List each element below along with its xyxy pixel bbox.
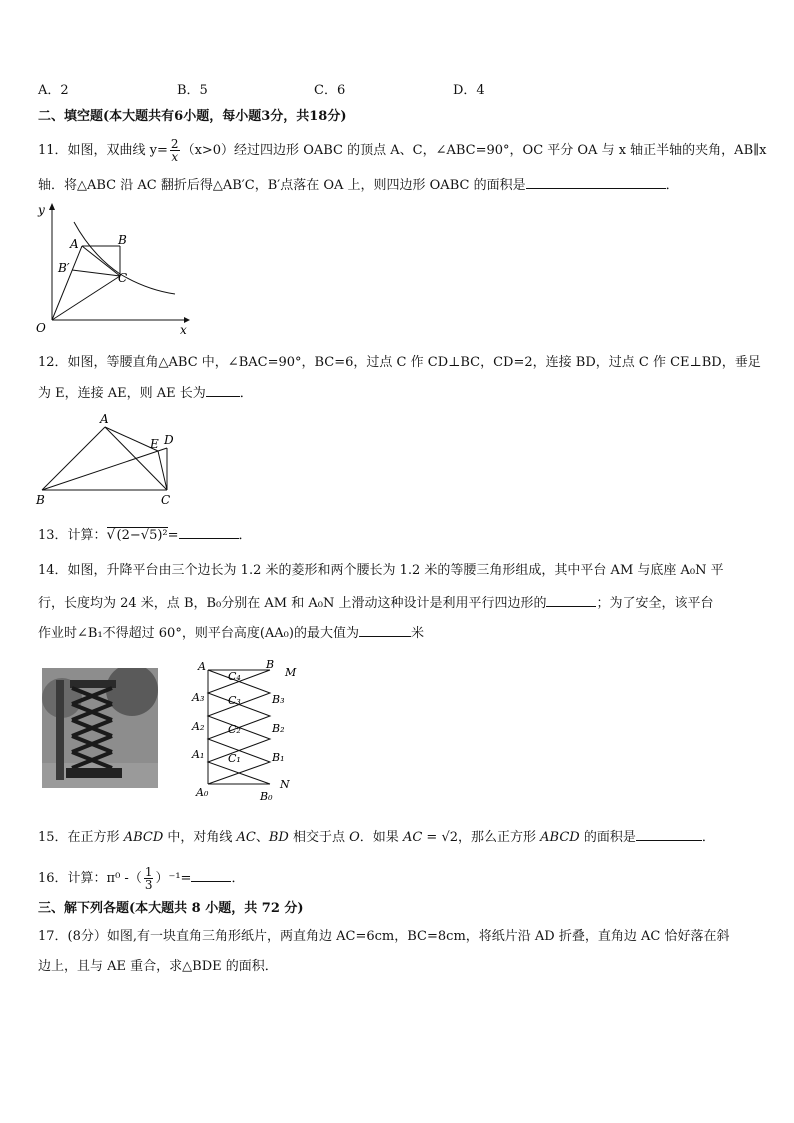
- q11-segment-oc: [52, 276, 120, 320]
- q14-label-a2: A₂: [192, 720, 205, 733]
- q17-line1: 17．(8分）如图,有一块直角三角形纸片，两直角边 AC=6cm，BC=8cm，将纸片沿 AD 折叠，直角边 AC 恰好落在斜: [38, 929, 730, 944]
- q14-label-c4: C₄: [228, 670, 241, 683]
- q14-photo-drawing: [42, 668, 158, 788]
- q14-label-m: M: [285, 666, 297, 679]
- q12-figure: [30, 410, 190, 508]
- q15-ac2: AC: [402, 830, 423, 845]
- q14-label-a3: A₃: [192, 691, 205, 704]
- q14-label-b0: B₀: [260, 790, 273, 803]
- q14-line3-a: 作业时∠B₁不得超过 60°，则平台高度(AA₀)的最大值为: [38, 626, 359, 641]
- q16-prefix: 16．计算：π⁰ -（: [38, 871, 142, 886]
- q12-label-e: E: [150, 437, 159, 451]
- q10-option-a: A．2: [38, 83, 69, 98]
- q11-label-c: C: [118, 271, 128, 285]
- section3-title: 三、解下列各题(本大题共 8 小题，共 72 分): [38, 901, 304, 916]
- q11-line1-suffix: （x>0）经过四边形 OABC 的顶点 A、C，∠ABC=90°，OC 平分 OA 与 x 轴正半轴的夹角，AB∥x: [181, 143, 767, 158]
- q13-sqrt-sign: √: [106, 527, 116, 543]
- q12-line2: [38, 384, 253, 403]
- q13-radicand: (2−√5)²: [116, 528, 168, 543]
- q14-answer-blank-2[interactable]: [359, 624, 411, 637]
- q16-suffix: ）⁻¹=: [155, 871, 192, 886]
- q10-option-c: C．6: [314, 83, 346, 98]
- q11-frac-den: x: [171, 150, 179, 164]
- q12-answer-blank[interactable]: [206, 384, 240, 397]
- q11-answer-blank[interactable]: [526, 176, 666, 189]
- q13-prefix: 13．计算：: [38, 528, 107, 543]
- section2-title: 二、填空题(本大题共有6小题，每小题3分，共18分): [38, 109, 347, 124]
- q14-label-c1: C₁: [228, 752, 241, 765]
- q15-text-e: ．如果: [359, 830, 403, 845]
- q15-ac: AC: [236, 830, 256, 845]
- q12-line1: 12．如图，等腰直角△ABC 中，∠BAC=90°，BC=6，过点 C 作 CD⊥BC，CD=2，连接 BD，过点 C 作 CE⊥BD，垂足: [38, 355, 761, 370]
- q11-label-bprime: B′: [58, 261, 70, 275]
- q14-label-b: B: [266, 658, 275, 671]
- q12-label-b: B: [36, 493, 45, 507]
- q15-bd: BD: [268, 830, 289, 845]
- q14-label-c2: C₂: [228, 723, 241, 736]
- q12-label-c: C: [161, 493, 171, 507]
- q12-line2-end: ．: [239, 386, 253, 401]
- q10-option-b: B．5: [177, 83, 208, 98]
- q14-line2: [38, 594, 713, 613]
- q14-lift-platform-photo: [42, 668, 158, 788]
- q11-frac-num: 2: [170, 137, 179, 151]
- q11-line2: [38, 176, 679, 195]
- q13-answer-blank[interactable]: [179, 526, 239, 539]
- q12-label-a: A: [100, 412, 109, 426]
- q13-end: ．: [238, 528, 252, 543]
- q11-y-arrow: [49, 203, 55, 210]
- q16-answer-blank[interactable]: [191, 869, 231, 882]
- q11-label-o: O: [36, 321, 46, 335]
- q11-line2-end: ．: [665, 178, 679, 193]
- q16-end: ．: [231, 871, 245, 886]
- q14-line2-a: 行，长度均为 24 米，点 B，B₀分别在 AM 和 A₀N 上滑动这种设计是利用平行四边形的: [38, 596, 547, 611]
- q12-label-d: D: [164, 433, 174, 447]
- q15-abcd: ABCD: [123, 830, 164, 845]
- q12-line2-text: 为 E，连接 AE，则 AE 长为: [38, 386, 206, 401]
- q15: [38, 828, 715, 847]
- q15-text-b: 中，对角线: [163, 830, 237, 845]
- q11-label-x: x: [180, 323, 187, 337]
- q11-label-b: B: [118, 233, 127, 247]
- q14-label-a1: A₁: [192, 748, 205, 761]
- q14-line1: 14．如图，升降平台由三个边长为 1.2 米的菱形和两个腰长为 1.2 米的等腰三角形组成，其中平台 AM 与底座 A₀N 平: [38, 563, 724, 578]
- q10-option-d: D．4: [453, 83, 485, 98]
- q14-figure: [188, 656, 308, 806]
- q16-frac-den: 3: [144, 878, 153, 892]
- q14-label-c3: C₃: [228, 694, 241, 707]
- q12-segment-ce: [158, 451, 167, 490]
- q15-text-a: 15．在正方形: [38, 830, 124, 845]
- q16-fraction: [144, 866, 154, 891]
- q11-line2-text: 轴．将△ABC 沿 AC 翻折后得△AB′C，B′点落在 OA 上，则四边形 OABC 的面积是: [38, 178, 526, 193]
- q14-label-b3: B₃: [272, 693, 285, 706]
- q14-line3-b: 米: [410, 626, 424, 641]
- q11-label-y: y: [38, 203, 45, 217]
- q13: [38, 526, 252, 545]
- q14-line2-b: ；为了安全，该平台: [596, 596, 714, 611]
- q17-line2: 边上，且与 AE 重合，求△BDE 的面积．: [38, 959, 278, 974]
- q15-abcd2: ABCD: [540, 830, 580, 845]
- q11-segment-oa: [52, 246, 82, 320]
- q12-segment-ba: [42, 427, 105, 490]
- q16-frac-num: 1: [144, 865, 153, 879]
- q14-label-b1: B₁: [272, 751, 285, 764]
- q11-fraction: [170, 138, 180, 163]
- q12-segment-bd: [42, 448, 167, 490]
- q11-line1: [38, 138, 766, 163]
- q15-text-d: 相交于点: [288, 830, 350, 845]
- q13-suffix: =: [167, 528, 179, 543]
- q11-figure: [32, 200, 202, 340]
- q14-label-b2: B₂: [272, 722, 285, 735]
- q14-label-n: N: [280, 778, 290, 791]
- q15-answer-blank[interactable]: [636, 828, 702, 841]
- q14-line3: [38, 624, 424, 643]
- q15-end: ．: [701, 830, 715, 845]
- q15-text-g: 的面积是: [579, 830, 636, 845]
- q13-sqrt: [107, 527, 168, 544]
- q11-line1-prefix: 11．如图，双曲线 y=: [38, 143, 168, 158]
- q15-text-f: = √2，那么正方形: [422, 830, 541, 845]
- q15-o: O: [349, 830, 360, 845]
- q15-text-c: 、: [255, 830, 269, 845]
- q16: [38, 866, 244, 891]
- q14-answer-blank-1[interactable]: [546, 594, 596, 607]
- q14-label-a: A: [198, 660, 206, 673]
- q14-label-a0: A₀: [196, 786, 209, 799]
- q11-label-a: A: [70, 237, 79, 251]
